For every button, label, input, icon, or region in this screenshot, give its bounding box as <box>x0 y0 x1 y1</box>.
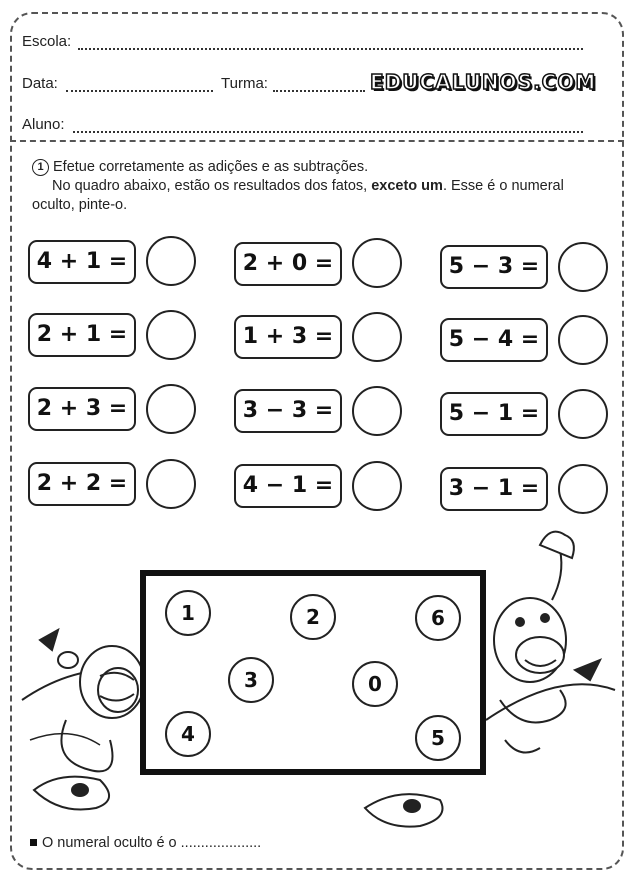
equation-box: 4 − 1 = <box>234 464 342 508</box>
instruction-line1: Efetue corretamente as adições e as subtrações. <box>53 159 369 175</box>
left-monkey-icon <box>40 630 144 771</box>
board-number[interactable]: 2 <box>290 594 336 640</box>
board-number[interactable]: 1 <box>165 590 211 636</box>
equation-box: 2 + 0 = <box>234 242 342 286</box>
instruction-line2a: No quadro abaixo, estão os resultados dos fatos, <box>52 178 368 194</box>
instruction-line3: oculto, pinte-o. <box>32 197 128 213</box>
aluno-label: Aluno: <box>22 116 65 133</box>
board-number[interactable]: 0 <box>352 661 398 707</box>
board-number[interactable]: 6 <box>415 595 461 641</box>
instruction-line2b: . Esse é o numeral <box>442 178 564 194</box>
board-number[interactable]: 4 <box>165 711 211 757</box>
equation-box: 1 + 3 = <box>234 315 342 359</box>
equation-box: 4 + 1 = <box>28 240 136 284</box>
instruction-bold: exceto um <box>371 178 443 194</box>
escola-label: Escola: <box>22 33 72 50</box>
paw-print-icon <box>34 777 443 827</box>
question-number: 1 <box>32 159 49 176</box>
equation-box: 3 − 3 = <box>234 389 342 433</box>
answer-blank[interactable]: .................... <box>180 835 262 851</box>
equation-box: 5 − 3 = <box>440 245 548 289</box>
equation-box: 2 + 3 = <box>28 387 136 431</box>
equation-box: 2 + 1 = <box>28 313 136 357</box>
board-number[interactable]: 3 <box>228 657 274 703</box>
equation-box: 3 − 1 = <box>440 467 548 511</box>
educalunos-logo: EDUCALUNOS.COM <box>370 70 597 94</box>
bullet-icon <box>30 839 37 846</box>
turma-label: Turma: <box>221 75 268 92</box>
data-label: Data: <box>22 75 58 92</box>
footer-question <box>30 835 261 851</box>
footer-text: O numeral oculto é o <box>42 835 177 851</box>
board-number[interactable]: 5 <box>415 715 461 761</box>
equation-box: 5 − 1 = <box>440 392 548 436</box>
right-monkey-icon <box>494 532 600 753</box>
equation-box: 5 − 4 = <box>440 318 548 362</box>
equation-box: 2 + 2 = <box>28 462 136 506</box>
